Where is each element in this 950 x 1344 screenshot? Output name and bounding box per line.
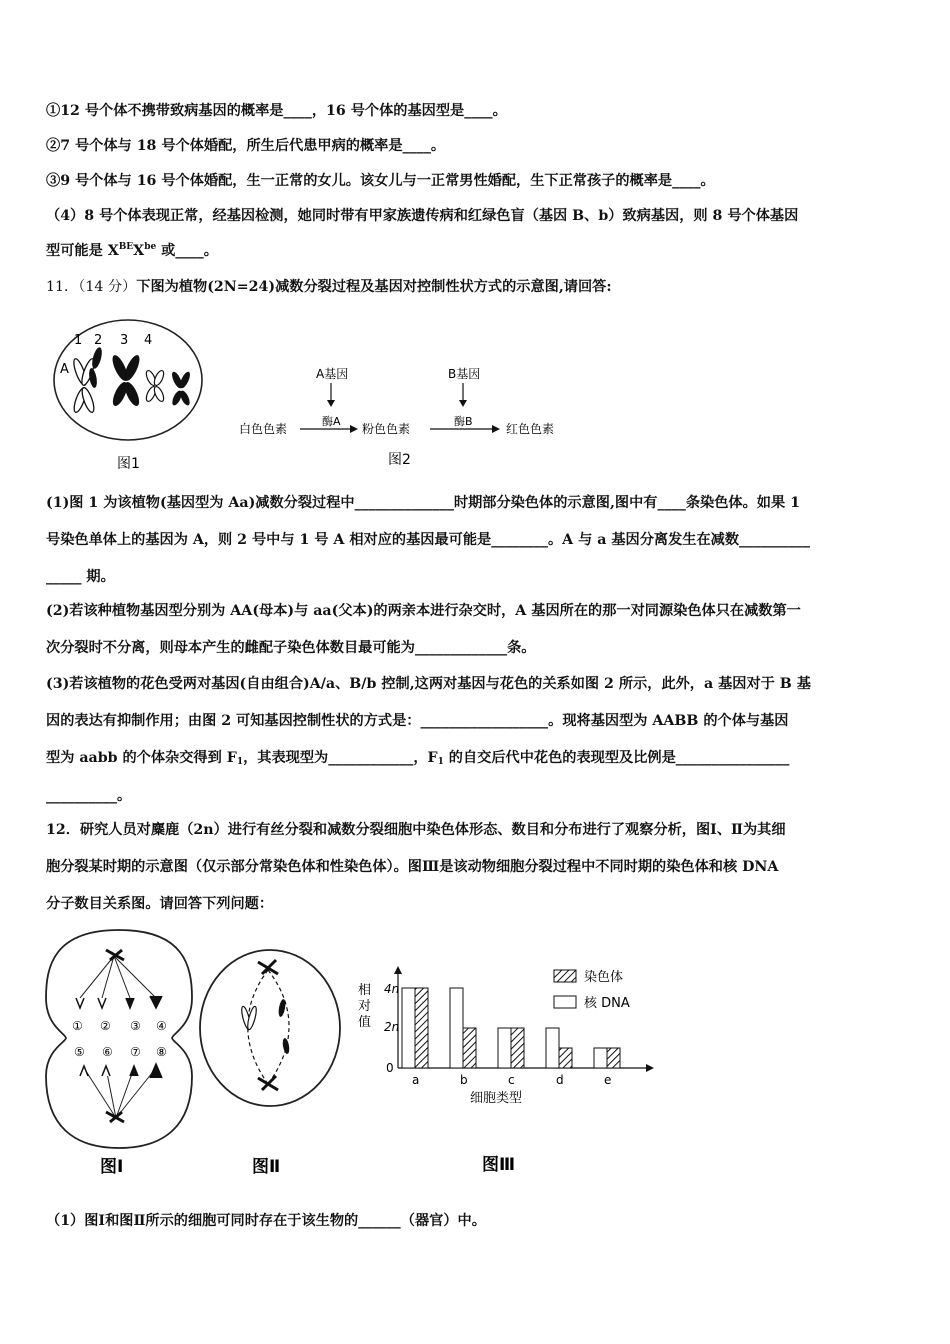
chart-x-ticks (412, 1073, 611, 1087)
figI-num-1: ① (72, 1019, 83, 1033)
q11-p3c-sub2: 1 (437, 757, 444, 767)
q12-line-3: 分子数目关系图。请回答下列问题： (46, 896, 274, 912)
bar-dna-c (498, 1028, 511, 1068)
q11-p3c-pre: 型为 aabb 的个体杂交得到 F (46, 750, 237, 766)
x-tick-d: d (556, 1073, 564, 1087)
figI-num-8: ⑧ (156, 1045, 167, 1059)
q10-l5-sup1: BE (118, 242, 134, 252)
fig2-pigment-pink: 粉色色素 (362, 422, 411, 436)
q10-line-3: ③9 号个体与 16 号个体婚配，生一正常的女儿。该女儿与一正常男性婚配，生下正常孩子的概率是____。 (46, 173, 715, 189)
bar-dna-a (402, 988, 415, 1068)
figI-num-6: ⑥ (102, 1045, 113, 1059)
figII-caption: 图Ⅱ (252, 1157, 281, 1177)
figIII-caption: 图Ⅲ (482, 1155, 516, 1175)
figure-iii-bar-chart (352, 960, 662, 1180)
q11-p2-line-b: 次分裂时不分离，则母本产生的雌配子染色体数目最可能为_____________条。 (46, 640, 536, 656)
figure-1-meiosis-cell (50, 318, 210, 473)
q11-p1-line-b: 号染色单体上的基因为 A，则 2 号中与 1 号 A 相对应的基因最可能是________。A 与 a 基因分离发生在减数__________ (46, 532, 810, 548)
figII-spindle-right (268, 970, 289, 1084)
fig1-chromosome-5 (170, 370, 192, 406)
q11-p1-line-c: _____ 期。 (46, 569, 115, 585)
bar-chromosome-e (607, 1048, 620, 1068)
figI-num-4: ④ (156, 1019, 167, 1033)
fig1-label-4: 4 (144, 333, 153, 348)
q11-p3-line-b: 因的表达有抑制作用；由图 2 可知基因控制性状的方式是：__________________。现将基因型为 AABB 的个体与基因 (46, 713, 789, 729)
bar-chromosome-c (511, 1028, 524, 1068)
fig2-arrowhead-1 (350, 425, 358, 433)
figI-num-7: ⑦ (130, 1045, 141, 1059)
fig1-chromosome-3 (110, 353, 143, 408)
fig1-gene-A: A (60, 362, 69, 377)
figI-num-3: ③ (130, 1019, 141, 1033)
chart-ylabel-1: 相 (358, 983, 372, 998)
q11-p3c-mid: ，其表现型为____________，F (243, 750, 438, 766)
chart-ytick-0: 0 (386, 1061, 394, 1075)
x-tick-b: b (460, 1073, 468, 1087)
legend-label-dna: 核 DNA (584, 996, 630, 1011)
fig2-arrowhead-gene-b (459, 400, 467, 407)
q12-line-2: 胞分裂某时期的示意图（仅示部分常染色体和性染色体）。图Ⅲ是该动物细胞分裂过程中不同时期的染色体和核 DNA (46, 859, 779, 875)
legend-swatch-chromosome (554, 970, 576, 982)
chart-xlabel: 细胞类型 (470, 1091, 523, 1106)
fig2-enzyme-b: 酶B (454, 415, 473, 428)
q11-p2-line-a: (2)若该种植物基因型分别为 AA(母本)与 aa(父本)的两亲本进行杂交时，A 基因所在的那一对同源染色体只在减数第一 (46, 603, 801, 619)
bar-chromosome-a (415, 988, 428, 1068)
q12-question-1: （1）图Ⅰ和图Ⅱ所示的细胞可同时存在于该生物的______（器官）中。 (46, 1213, 486, 1229)
q10-line-2: ②7 号个体与 18 号个体婚配，所生后代患甲病的概率是____。 (46, 138, 446, 154)
fig1-label-3: 3 (120, 333, 129, 348)
fig1-caption: 图1 (117, 456, 140, 472)
fig2-gene-a: A基因 (316, 367, 349, 381)
q10-line-1: ①12 号个体不携带致病基因的概率是____，16 号个体的基因型是____。 (46, 103, 507, 119)
fig2-pigment-red: 红色色素 (506, 422, 555, 436)
figI-num-2: ② (100, 1019, 111, 1033)
q11-p1-line-a: (1)图 1 为该植物(基因型为 Aa)减数分裂过程中______________时期部分染色体的示意图,图中有____条染色体。如果 1 (46, 495, 800, 511)
fig2-arrowhead-2 (492, 425, 500, 433)
q10-l5-mid: X (133, 243, 145, 259)
figure-2-gene-pathway (234, 362, 574, 472)
fig2-gene-b: B基因 (448, 367, 481, 381)
chart-y-arrowhead (394, 966, 402, 974)
x-tick-a: a (412, 1073, 420, 1087)
figI-caption: 图Ⅰ (100, 1157, 124, 1177)
q11-intro-line (46, 277, 908, 297)
fig1-chromosome-pair-1-2 (71, 346, 103, 413)
q10-l5-post: 或____。 (156, 243, 218, 259)
figure-ii-meiosis-cell (196, 946, 346, 1180)
fig1-label-1: 1 (74, 333, 83, 348)
figII-centrosome-top (258, 960, 278, 974)
q11-p3c-sub1: 1 (236, 757, 244, 767)
fig1-label-2: 2 (94, 333, 103, 348)
figI-chromosomes-top (76, 996, 162, 1008)
fig1-chromosome-4 (144, 369, 165, 402)
q11-intro: 下图为植物(2N=24)减数分裂过程及基因对控制性状方式的示意图,请回答: (136, 279, 612, 295)
bar-dna-b (450, 988, 463, 1068)
figII-chromosome-black (277, 999, 290, 1055)
fig2-arrowhead-gene-a (327, 400, 335, 407)
fig2-enzyme-a: 酶A (322, 415, 341, 428)
q12-line-1: 12．研究人员对麋鹿（2n）进行有丝分裂和减数分裂细胞中染色体形态、数目和分布进行了观察分析，图Ⅰ、Ⅱ为其细 (46, 822, 786, 838)
q11-p3-line-c (46, 748, 908, 768)
bar-chromosome-d (559, 1048, 572, 1068)
fig2-pigment-white: 白色色素 (239, 422, 288, 436)
x-tick-c: c (508, 1073, 515, 1087)
legend-swatch-dna (554, 996, 576, 1008)
fig2-caption: 图2 (388, 452, 411, 468)
chart-x-arrowhead (646, 1064, 654, 1072)
chart-ytick-4n: 4n (384, 982, 400, 996)
chart-ytick-2n: 2n (384, 1020, 400, 1034)
q11-p3c-post: 的自交后代中花色的表现型及比例是________________ (443, 750, 790, 766)
bar-dna-e (594, 1048, 607, 1068)
q10-line-5 (46, 241, 908, 261)
q11-p3-line-d: __________。 (46, 788, 132, 804)
chart-ylabel-2: 对 (358, 999, 372, 1014)
q10-line-4: （4）8 号个体表现正常，经基因检测，她同时带有甲家族遗传病和红绿色盲（基因 B、b）致病基因，则 8 号个体基因 (46, 208, 799, 224)
figI-spindle (80, 956, 156, 1118)
x-tick-e: e (604, 1073, 612, 1087)
figI-num-5: ⑤ (74, 1045, 85, 1059)
q10-l5-pre: 型可能是 X (46, 243, 119, 259)
legend-label-chromosome: 染色体 (584, 970, 624, 985)
q11-number: 11．（14 分） (46, 279, 137, 295)
q11-p3-line-a: (3)若该植物的花色受两对基因(自由组合)A/a、B/b 控制,这两对基因与花色的关系如图 2 所示，此外，a 基因对于 B 基 (46, 676, 811, 692)
q10-l5-sup2: be (144, 242, 157, 252)
bar-dna-d (546, 1028, 559, 1068)
chart-ylabel-3: 值 (358, 1015, 372, 1030)
bar-chromosome-b (463, 1028, 476, 1068)
figure-i-mitosis-cell (44, 926, 194, 1180)
